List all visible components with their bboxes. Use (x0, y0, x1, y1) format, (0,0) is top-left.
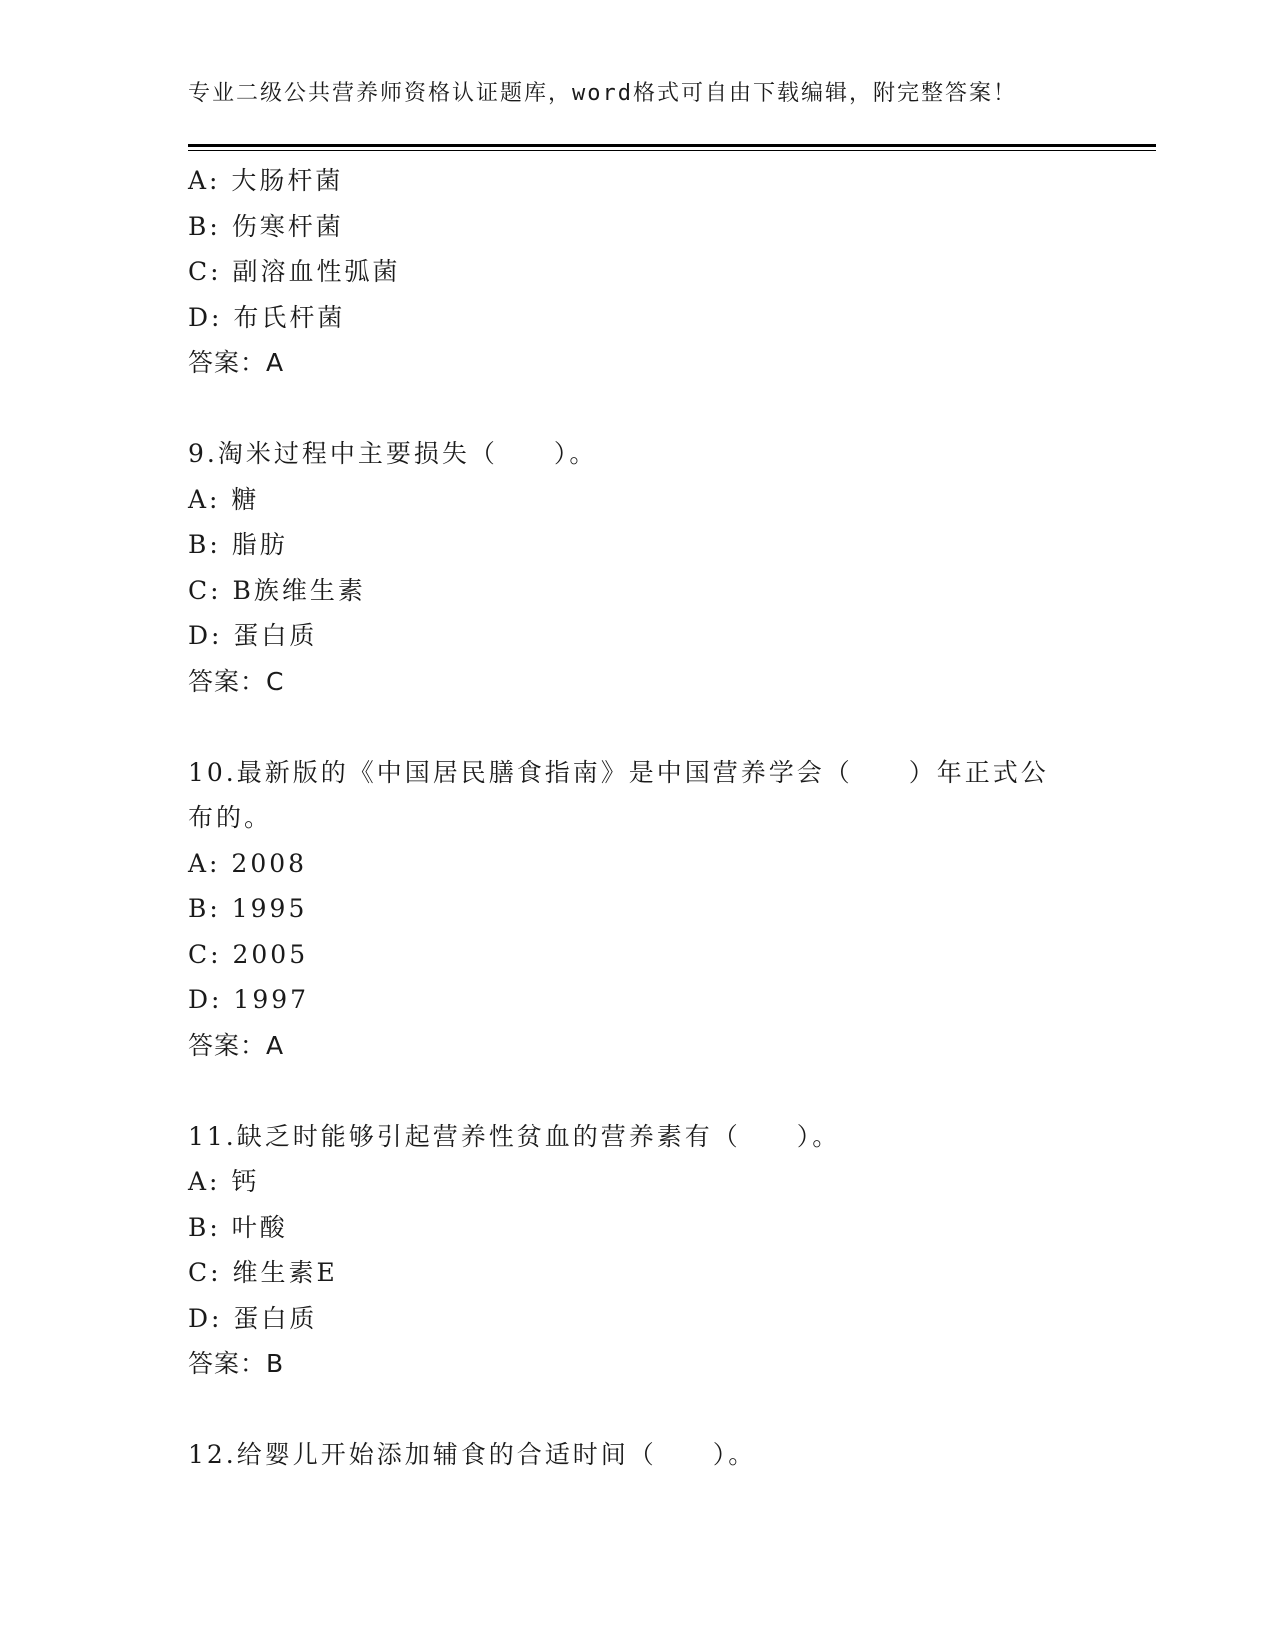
q11-option-b: B: 叶酸 (188, 1212, 288, 1242)
q10-answer: 答案：A (188, 1030, 285, 1060)
q11-answer: 答案：B (188, 1349, 285, 1378)
q10-question-line1: 10.最新版的《中国居民膳食指南》是中国营养学会（ ）年正式公 (188, 757, 1049, 787)
spacer (188, 1387, 1088, 1433)
q8-option-b: B: 伤寒杆菌 (188, 211, 344, 241)
q8-answer: 答案：A (188, 348, 285, 377)
q10-question-line2: 布的。 (188, 803, 273, 832)
header-rule-thin (188, 150, 1156, 151)
q9-question: 9.淘米过程中主要损失（ ）。 (188, 439, 598, 468)
q9-option-d: D: 蛋白质 (188, 621, 318, 650)
q11-option-a: A: 钙 (188, 1167, 260, 1196)
q10-option-d: D: 1997 (188, 985, 310, 1014)
q8-option-c: C: 副溶血性弧菌 (188, 257, 401, 286)
spacer (188, 386, 1088, 432)
q11-question: 11.缺乏时能够引起营养性贫血的营养素有（ ）。 (188, 1121, 841, 1151)
header-rule-thick (188, 144, 1156, 147)
page-header: 专业二级公共营养师资格认证题库，word格式可自由下载编辑，附完整答案！ (188, 81, 1017, 106)
q12-question: 12.给婴儿开始添加辅食的合适时间（ ）。 (188, 1440, 757, 1469)
q9-option-a: A: 糖 (188, 484, 260, 514)
q9-option-b: B: 脂肪 (188, 530, 288, 559)
spacer (188, 704, 1088, 750)
q11-option-c: C: 维生素E (188, 1258, 338, 1287)
q10-option-a: A: 2008 (188, 848, 308, 878)
q9-option-c: C: B族维生素 (188, 575, 366, 605)
q8-option-d: D: 布氏杆菌 (188, 302, 346, 332)
q11-option-d: D: 蛋白质 (188, 1303, 318, 1333)
q10-option-b: B: 1995 (188, 894, 308, 923)
q9-answer: 答案：C (188, 666, 285, 696)
q8-option-a: A: 大肠杆菌 (188, 166, 344, 195)
question-content (188, 158, 1088, 1478)
spacer (188, 1068, 1088, 1114)
q10-option-c: C: 2005 (188, 939, 309, 969)
